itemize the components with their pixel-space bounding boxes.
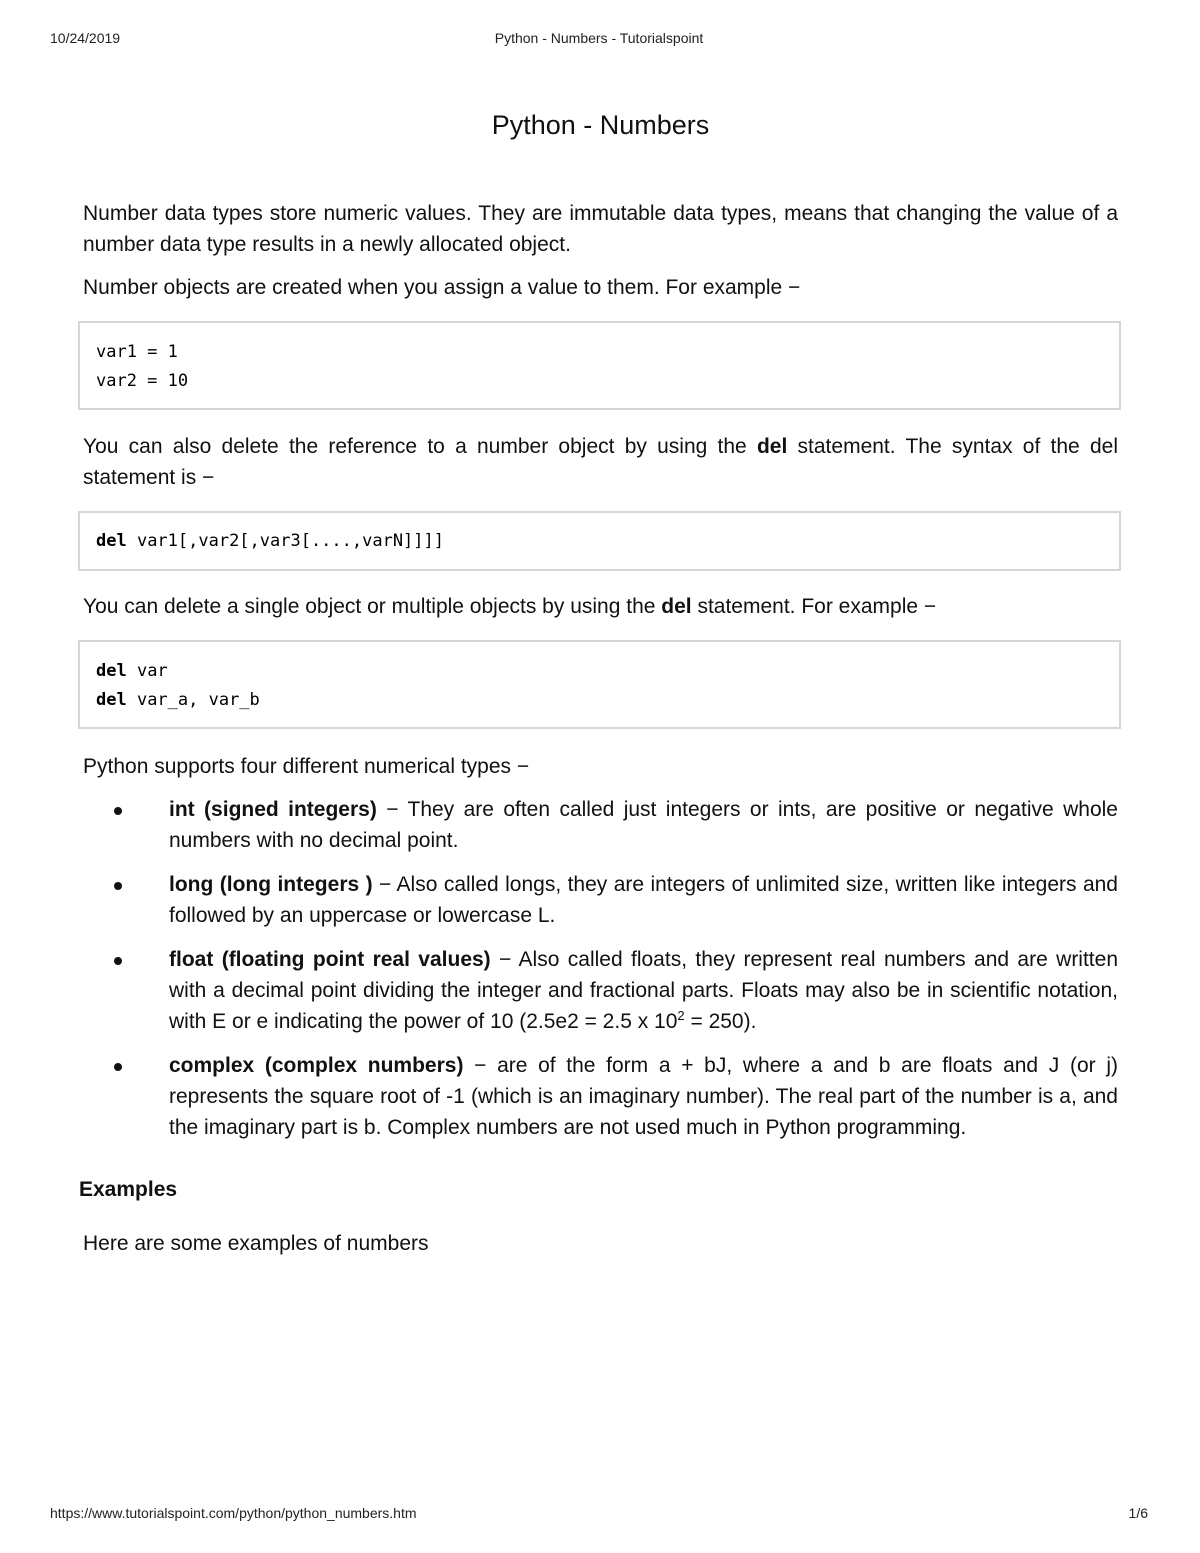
- type-desc: − Also called floats, they represent real numbers and are written with a decimal point dividing the integer and fractional parts. Floats may also be in scientific notation, with E or e indicating the power of 10 (2.5e2 = 2.5 x 10: [169, 948, 1119, 1033]
- examples-paragraph: Here are some examples of numbers: [83, 1232, 429, 1255]
- del-paragraph: [83, 431, 1118, 493]
- create-paragraph: Number objects are created when you assign a value to them. For example −: [83, 276, 801, 299]
- bullet-icon: [114, 882, 122, 890]
- del-multi-text-before: You can delete a single object or multiple objects by using the: [83, 595, 662, 618]
- code-text: var_a, var_b: [126, 690, 260, 710]
- print-footer: [50, 1505, 1148, 1525]
- del-multi-paragraph: [83, 591, 1118, 622]
- list-item-text: [169, 869, 1118, 931]
- code-block-assign: [78, 321, 1121, 410]
- code-line: [96, 686, 1103, 715]
- list-item-text: [169, 794, 1118, 856]
- code-line: [96, 657, 1103, 686]
- code-line: [96, 527, 1103, 556]
- type-term: int (signed integers): [169, 798, 377, 821]
- bullet-icon: [114, 807, 122, 815]
- type-desc-end: = 250).: [684, 1010, 757, 1033]
- type-term: float (floating point real values): [169, 948, 491, 971]
- del-text-after: statement. The syntax of the del statement is −: [83, 435, 1118, 489]
- superscript: 2: [677, 1008, 685, 1023]
- type-term: complex (complex numbers): [169, 1054, 464, 1077]
- type-desc: − They are often called just integers or ints, are positive or negative whole numbers with no decimal point.: [169, 798, 1118, 852]
- page-url: https://www.tutorialspoint.com/python/python_numbers.htm: [50, 1505, 417, 1521]
- code-block-del-syntax: [78, 511, 1121, 571]
- intro-paragraph: Number data types store numeric values. They are immutable data types, means that changing the value of a number data type results in a newly allocated object.: [83, 202, 1118, 256]
- type-desc: − Also called longs, they are integers of unlimited size, written like integers and followed by an uppercase or lowercase L.: [169, 873, 1118, 927]
- del-text-before: You can also delete the reference to a number object by using the: [83, 435, 757, 458]
- print-header: [50, 30, 1148, 50]
- code-line: var2 = 10: [96, 371, 189, 391]
- print-date: 10/24/2019: [50, 30, 121, 46]
- code-line: var1 = 1: [96, 342, 178, 362]
- bullet-icon: [114, 957, 122, 965]
- del-multi-keyword: del: [661, 595, 692, 618]
- code-block-del-example: [78, 640, 1121, 729]
- code-keyword: del: [96, 531, 127, 551]
- code-keyword: del: [96, 690, 127, 710]
- page-number: 1/6: [1128, 1505, 1148, 1521]
- type-term: long (long integers ): [169, 873, 373, 896]
- list-item-text: [169, 1050, 1118, 1143]
- type-desc: − are of the form a + bJ, where a and b are floats and J (or j) represents the square root of -1 (which is an imaginary number). The real part of the number is a, and the imaginary part is b. Complex numbers are not used much in Python programming.: [169, 1054, 1118, 1139]
- bullet-icon: [114, 1063, 122, 1071]
- code-keyword: del: [96, 661, 127, 681]
- del-multi-text-after: statement. For example −: [691, 595, 937, 618]
- code-text: var1[,var2[,var3[....,varN]]]]: [126, 531, 444, 551]
- code-text: var: [126, 661, 168, 681]
- examples-heading: Examples: [79, 1178, 178, 1201]
- types-intro-paragraph: Python supports four different numerical types −: [83, 755, 530, 778]
- list-item-text: [169, 944, 1118, 1037]
- print-page-title: Python - Numbers - Tutorialspoint: [494, 30, 704, 46]
- del-keyword: del: [756, 435, 788, 458]
- page-title: Python - Numbers: [491, 110, 710, 140]
